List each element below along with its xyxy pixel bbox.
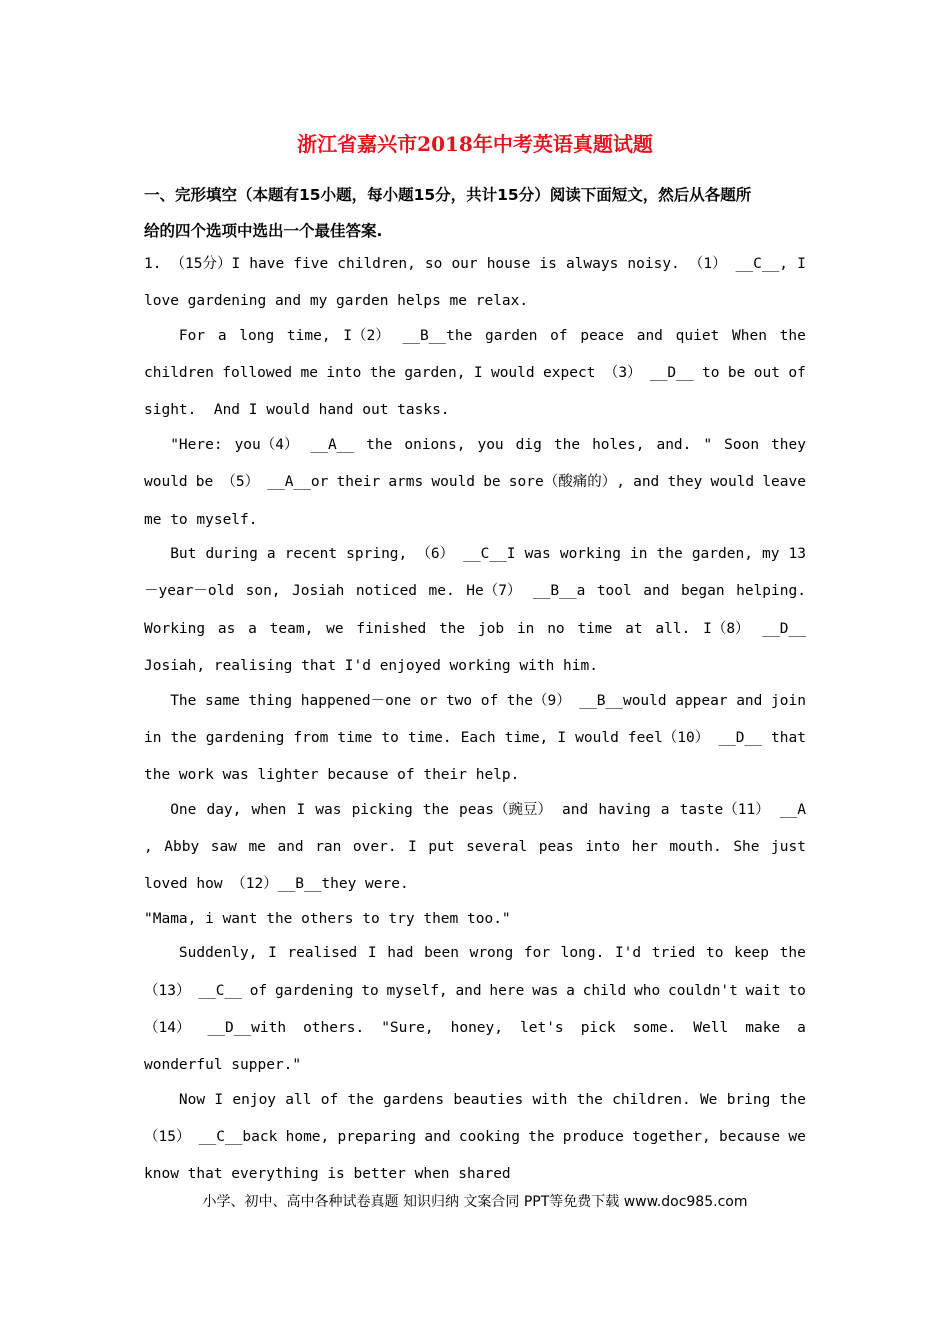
passage-word: the	[576, 1092, 603, 1108]
passage-word: "Here:	[144, 437, 223, 453]
passage-word: One	[144, 802, 197, 818]
passage-word: taste（11）	[679, 802, 770, 818]
passage-word: know that everything is better when shared	[144, 1166, 511, 1182]
passage-line	[144, 656, 806, 676]
passage-line	[144, 691, 806, 711]
passage-word: I	[214, 1092, 224, 1108]
passage-word: __C__I	[463, 546, 516, 562]
passage-word: I	[473, 365, 483, 381]
passage-word: realised	[287, 945, 358, 961]
passage-word: they	[667, 474, 703, 490]
passage-word: would	[490, 365, 535, 381]
passage-word: couldn't	[668, 983, 738, 999]
passage-word: a	[566, 983, 575, 999]
passage-word: as	[217, 621, 236, 637]
passage-word: we	[326, 621, 344, 637]
passage-word: during	[205, 546, 258, 562]
passage-word: of	[249, 983, 268, 999]
passage-word: finished	[356, 621, 427, 637]
passage-word: long	[239, 328, 275, 344]
passage-word: gardens	[382, 1092, 445, 1108]
passage-word: a	[217, 328, 227, 344]
passage-word: gardening	[274, 983, 354, 999]
passage-word: was	[532, 983, 559, 999]
passage-word: quiet	[675, 328, 720, 344]
passage-word: time	[577, 621, 613, 637]
passage-word: to	[788, 983, 806, 999]
passage-word: __D__	[718, 730, 762, 746]
passage-word: __C__back	[198, 1129, 278, 1145]
passage-line	[144, 435, 806, 455]
passage-word: a	[797, 1020, 806, 1036]
passage-word: I	[367, 945, 377, 961]
passage-word: the	[422, 802, 449, 818]
passage-word: into	[585, 839, 621, 855]
passage-word: When	[732, 328, 767, 344]
passage-line	[144, 765, 806, 785]
passage-line	[144, 619, 806, 639]
passage-line	[144, 1090, 806, 1110]
passage-word: and	[633, 474, 660, 490]
passage-word: the	[779, 1092, 806, 1108]
passage-word: arms	[388, 474, 424, 490]
passage-word: peas	[538, 839, 574, 855]
passage-word: me	[300, 365, 318, 381]
passage-line	[144, 1018, 806, 1038]
passage-word: peas（豌豆）	[459, 802, 552, 818]
passage-word: I（2）	[343, 328, 390, 344]
passage-word: __B__would	[579, 693, 667, 709]
passage-line	[144, 291, 806, 311]
passage-word: and	[562, 802, 589, 818]
passage-word: all	[285, 1092, 312, 1108]
passage-word: time,	[504, 730, 549, 746]
passage-word: Working	[144, 621, 206, 637]
passage-word: make	[745, 1020, 781, 1036]
passage-word: He（7）	[466, 583, 522, 599]
passage-word: leave	[762, 474, 806, 490]
passage-word: __A__	[310, 437, 355, 453]
passage-word: onions,	[404, 437, 466, 453]
passage-word: here	[489, 983, 525, 999]
passage-word: same	[204, 693, 240, 709]
passage-line	[144, 472, 806, 492]
passage-word: have	[249, 256, 285, 272]
passage-word: long.	[560, 945, 605, 961]
passage-word: from	[293, 730, 329, 746]
passage-word: honey,	[450, 1020, 503, 1036]
passage-word: always	[565, 256, 619, 272]
passage-word: house	[486, 256, 531, 272]
passage-word: mouth.	[669, 839, 722, 855]
passage-word: and	[455, 983, 482, 999]
section-heading-line-1: 一、完形填空（本题有15小题，每小题15分，共计15分）阅读下面短文，然后从各题所	[144, 186, 752, 204]
passage-word: children	[144, 365, 214, 381]
passage-word: __B__the	[402, 328, 473, 344]
passage-word: is	[539, 256, 557, 272]
passage-word: Abby	[164, 839, 200, 855]
passage-word: be	[483, 474, 501, 490]
passage-word: would	[431, 474, 476, 490]
passage-word: She	[733, 839, 760, 855]
passage-word: of	[788, 365, 806, 381]
passage-word: wonderful supper."	[144, 1057, 302, 1073]
passage-word: put	[428, 839, 455, 855]
passage-word: wait	[745, 983, 781, 999]
passage-word: the	[656, 546, 683, 562]
passage-line	[144, 400, 806, 420]
passage-word: __A__or	[267, 474, 329, 490]
passage-word: her	[631, 839, 658, 855]
passage-word: two	[445, 693, 473, 709]
passage-word: （15分）I	[170, 256, 241, 272]
passage-word: be	[727, 365, 746, 381]
passage-word: （5）	[221, 474, 260, 490]
passage-word: __D__	[762, 621, 806, 637]
passage-word: of	[320, 1092, 339, 1108]
passage-word: day,	[206, 802, 242, 818]
passage-word: let's	[520, 1020, 564, 1036]
passage-word: been	[424, 945, 459, 961]
passage-word: and	[636, 328, 663, 344]
passage-word: and	[643, 583, 670, 599]
passage-word: peace	[580, 328, 624, 344]
passage-word: recent	[284, 546, 338, 562]
passage-word: because	[719, 1129, 781, 1145]
passage-word: me.	[428, 583, 455, 599]
passage-word: dig	[515, 437, 542, 453]
passage-word: noticed	[355, 583, 418, 599]
passage-word: of	[550, 328, 568, 344]
passage-word: a	[248, 621, 257, 637]
passage-line	[144, 909, 806, 929]
passage-word: ,	[144, 839, 153, 855]
passage-word: to	[361, 983, 379, 999]
passage-word: and.	[656, 437, 692, 453]
passage-word: some.	[632, 1020, 677, 1036]
passage-word: others.	[303, 1020, 365, 1036]
passage-word: tried	[651, 945, 696, 961]
passage-word: tool	[596, 583, 632, 599]
passage-word: garden	[485, 328, 538, 344]
passage-word: The	[144, 693, 197, 709]
passage-word: time	[337, 730, 373, 746]
passage-word: spring,	[346, 546, 408, 562]
passage-line	[144, 1055, 806, 1075]
passage-word: was	[315, 802, 342, 818]
passage-word: my	[761, 546, 780, 562]
passage-word: with	[532, 1092, 568, 1108]
passage-word: home,	[285, 1129, 330, 1145]
passage-word: Suddenly,	[144, 945, 258, 961]
passage-word: just	[771, 839, 806, 855]
passage-word: several	[466, 839, 528, 855]
passage-word: __A	[779, 802, 806, 818]
passage-line	[144, 837, 806, 857]
passage-word: helping.	[736, 583, 806, 599]
passage-word: their	[336, 474, 381, 490]
passage-word: （13）	[144, 983, 191, 999]
passage-word: all.	[655, 621, 691, 637]
passage-word: to	[381, 730, 399, 746]
passage-word: expect	[543, 365, 596, 381]
passage-word: noisy.	[627, 256, 680, 272]
passage-word: pick	[580, 1020, 616, 1036]
passage-word: the	[779, 945, 806, 961]
passage-word: the	[553, 437, 581, 453]
passage-word: job	[477, 621, 505, 637]
passage-word: Now	[144, 1092, 206, 1108]
passage-word: five	[293, 256, 329, 272]
passage-word: had	[387, 945, 414, 961]
passage-word: I	[408, 839, 417, 855]
passage-word: the work was lighter because of their help.	[144, 767, 520, 783]
passage-word: sight. And I would hand out tasks.	[144, 402, 450, 418]
passage-word: or	[419, 693, 438, 709]
passage-word: But	[144, 546, 197, 562]
passage-word: of	[480, 693, 499, 709]
passage-word: they	[771, 437, 806, 453]
passage-word: the	[779, 328, 806, 344]
passage-word: the	[369, 365, 396, 381]
passage-word: the	[170, 730, 197, 746]
passage-word: in	[144, 730, 162, 746]
passage-word: in	[630, 546, 648, 562]
passage-word: and	[736, 693, 763, 709]
passage-word: a	[266, 546, 276, 562]
passage-word: that	[771, 730, 806, 746]
passage-word: preparing	[337, 1129, 417, 1145]
passage-word: __D__	[649, 365, 694, 381]
passage-word: out	[753, 365, 780, 381]
passage-word: working	[559, 546, 621, 562]
passage-line	[144, 943, 806, 963]
passage-word: when	[251, 802, 287, 818]
passage-word: time.	[407, 730, 452, 746]
passage-word: at	[625, 621, 643, 637]
passage-word: myself,	[386, 983, 448, 999]
passage-word: （3）	[603, 365, 642, 381]
passage-word: beauties	[453, 1092, 524, 1108]
passage-word: wrong	[469, 945, 514, 961]
passage-word: appear	[675, 693, 728, 709]
passage-word: a	[660, 802, 670, 818]
passage-line	[144, 800, 806, 820]
passage-word: I	[797, 256, 806, 272]
passage-word: enjoy	[232, 1092, 277, 1108]
passage-word: to	[702, 365, 720, 381]
passage-word: saw	[210, 839, 237, 855]
passage-word: "Mama, i want the others to try them too."	[144, 911, 511, 927]
passage-word: the（9）	[506, 693, 571, 709]
passage-word: thing	[248, 693, 293, 709]
passage-word: ran	[315, 839, 342, 855]
passage-word: holes,	[592, 437, 645, 453]
passage-word: I'd	[614, 945, 642, 961]
passage-word: you	[477, 437, 504, 453]
passage-word: loved how （12）__B__they were.	[144, 876, 409, 892]
passage-word: our	[451, 256, 478, 272]
passage-word: Well	[693, 1020, 729, 1036]
passage-word: over.	[352, 839, 397, 855]
passage-word: "	[703, 437, 713, 453]
passage-word: began	[680, 583, 725, 599]
passage-word: Soon	[724, 437, 760, 453]
passage-word: no	[547, 621, 565, 637]
passage-word: children.	[612, 1092, 691, 1108]
passage-word: __D__with	[207, 1020, 287, 1036]
passage-line	[144, 544, 806, 564]
passage-line	[144, 363, 806, 383]
passage-word: I	[296, 802, 306, 818]
passage-word: was	[524, 546, 551, 562]
passage-word: （14）	[144, 1020, 191, 1036]
passage-word: join	[771, 693, 806, 709]
passage-word: For	[144, 328, 206, 344]
passage-word: child	[582, 983, 627, 999]
passage-word: bring	[726, 1092, 771, 1108]
passage-word: picking	[351, 802, 413, 818]
passage-word: Each	[460, 730, 496, 746]
passage-word: （6）	[416, 546, 455, 562]
passage-word: and	[424, 1129, 451, 1145]
passage-word: who	[634, 983, 661, 999]
passage-word: I	[557, 730, 567, 746]
passage-word: in	[516, 621, 535, 637]
passage-word: would	[575, 730, 619, 746]
passage-word: produce	[562, 1129, 624, 1145]
passage-word: We	[699, 1092, 718, 1108]
passage-word: 1.	[144, 256, 162, 272]
passage-word: for	[523, 945, 551, 961]
passage-line	[144, 1164, 806, 1184]
passage-word: me	[248, 839, 266, 855]
passage-word: I	[268, 945, 277, 961]
passage-line	[144, 581, 806, 601]
passage-word: feel（10）	[627, 730, 710, 746]
passage-word: the	[528, 1129, 555, 1145]
page-title: 浙江省嘉兴市2018年中考英语真题试题	[297, 132, 653, 156]
passage-line	[144, 1127, 806, 1147]
passage-word: together,	[632, 1129, 711, 1145]
passage-line	[144, 981, 806, 1001]
passage-word: （1）	[688, 256, 727, 272]
passage-word: "Sure,	[381, 1020, 434, 1036]
passage-word: love gardening and my garden helps me relax.	[144, 293, 529, 309]
passage-word: （15）	[144, 1129, 191, 1145]
passage-word: team,	[269, 621, 314, 637]
passage-word: __B__a	[532, 583, 586, 599]
passage-word: be	[195, 474, 214, 490]
passage-line	[144, 728, 806, 748]
passage-word: __C__,	[735, 256, 789, 272]
passage-word: would	[144, 474, 188, 490]
passage-word: the	[366, 437, 393, 453]
section-heading-line-2: 给的四个选项中选出一个最佳答案.	[144, 222, 383, 240]
passage-word: gardening	[205, 730, 285, 746]
passage-word: __C__	[198, 983, 242, 999]
passage-word: garden,	[691, 546, 753, 562]
passage-word: son,	[245, 583, 281, 599]
passage-word: －year－old	[144, 583, 235, 599]
passage-word: Josiah	[292, 583, 345, 599]
passage-word: garden,	[404, 365, 466, 381]
passage-word: Josiah, realising that I'd enjoyed working with him.	[144, 658, 598, 674]
passage-word: followed	[222, 365, 293, 381]
passage-word: keep	[734, 945, 770, 961]
passage-word: sore（酸痛的）,	[508, 474, 625, 490]
passage-word: me to myself.	[144, 512, 258, 528]
passage-line	[144, 510, 806, 530]
passage-line	[144, 874, 806, 894]
passage-word: children,	[337, 256, 416, 272]
passage-word: time,	[286, 328, 331, 344]
passage-word: the	[438, 621, 466, 637]
passage-word: cooking	[458, 1129, 520, 1145]
passage-word: the	[347, 1092, 374, 1108]
passage-word: we	[788, 1129, 806, 1145]
footer-banner: 小学、初中、高中各种试卷真题 知识归纳 文案合同 PPT等免费下载 www.doc985.com	[202, 1194, 748, 1210]
passage-word: into	[326, 365, 362, 381]
passage-word: I（8）	[703, 621, 750, 637]
passage-word: and	[277, 839, 304, 855]
passage-word: you（4）	[234, 437, 299, 453]
passage-word: would	[710, 474, 755, 490]
passage-word: happened－one	[300, 693, 412, 709]
passage-word: having	[598, 802, 651, 818]
passage-word: 13	[788, 546, 806, 562]
passage-line	[144, 254, 806, 274]
passage-word: so	[424, 256, 443, 272]
passage-word: to	[706, 945, 724, 961]
passage-line	[144, 326, 806, 346]
